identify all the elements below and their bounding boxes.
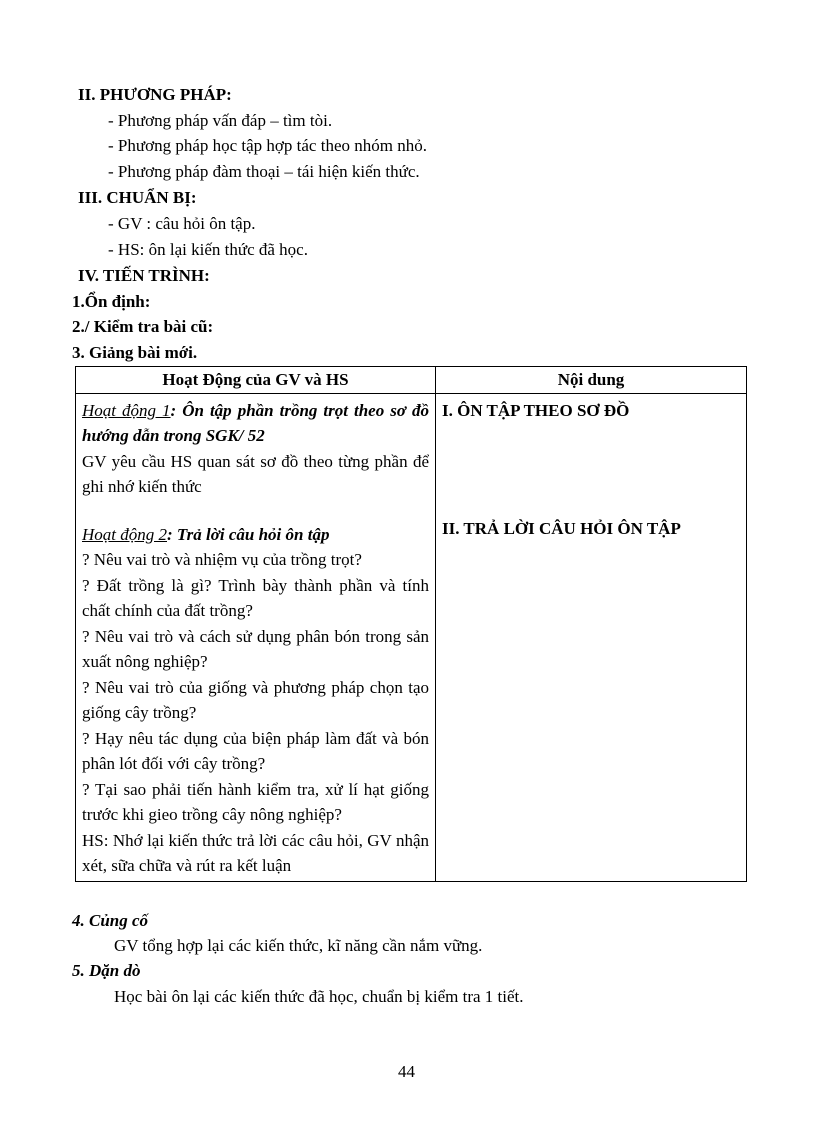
question-4: ? Nêu vai trò của giống và phương pháp chọn tạo giống cây trồng? [82,677,429,722]
section-4-title: IV. TIẾN TRÌNH: [78,266,210,285]
activity-1-label: Hoạt động 1 [82,400,171,420]
content-2-title: II. TRẢ LỜI CÂU HỎI ÔN TẬP [442,519,681,538]
section-2-title: II. PHƯƠNG PHÁP: [78,85,232,104]
method-item-2: - Phương pháp học tập hợp tác theo nhóm nhỏ. [108,136,427,155]
activity-2-title: : Trả lời câu hỏi ôn tập [167,524,330,544]
step-1: 1.Ổn định: [72,292,151,311]
content-cell [436,393,747,881]
content-1-title: I. ÔN TẬP THEO SƠ ĐỒ [442,400,630,420]
header-activities: Hoạt Động của GV và HS [76,367,436,394]
question-5: ? Hạy nêu tác dụng của biện pháp làm đất và bón phân lót đối với cây trồng? [82,728,429,773]
prep-item-hs: - HS: ôn lại kiến thức đã học. [108,240,308,259]
homework-text: Học bài ôn lại các kiến thức đã học, chuẩn bị kiểm tra 1 tiết. [114,987,524,1006]
prep-item-gv: - GV : câu hỏi ôn tập. [108,214,256,233]
activity-2-heading [82,522,429,548]
section-3-title: III. CHUẨN BỊ: [78,188,197,207]
step-2: 2./ Kiểm tra bài cũ: [72,317,214,336]
header-content: Nội dung [436,367,747,394]
homework-title: 5. Dặn dò [72,961,141,980]
activities-cell [76,393,436,881]
consolidate-title: 4. Củng cố [72,911,149,930]
lesson-table [75,366,747,882]
method-item-3: - Phương pháp đàm thoại – tái hiện kiến thức. [108,162,420,181]
activity-2-label: Hoạt động 2 [82,524,167,544]
activity-1-title: : Ôn tập phần trồng trọt theo sơ đồ hướng dẫn trong SGK/ 52 [82,400,429,445]
table-body-row [76,393,747,881]
consolidate-text: GV tổng hợp lại các kiến thức, kĩ năng cần nắm vững. [114,936,483,955]
question-6: ? Tại sao phải tiến hành kiểm tra, xử lí hạt giống trước khi gieo trồng cây nông nghiệp? [82,779,429,824]
question-3: ? Nêu vai trò và cách sử dụng phân bón trong sản xuất nông nghiệp? [82,626,429,671]
page-number: 44 [398,1062,415,1081]
activity-1-heading [82,398,429,449]
question-1: ? Nêu vai trò và nhiệm vụ của trồng trọt? [82,550,362,569]
method-item-1: - Phương pháp vấn đáp – tìm tòi. [108,111,333,130]
question-2: ? Đất trồng là gì? Trình bày thành phần và tính chất chính của đất trồng? [82,575,429,620]
table-header-row [76,367,747,394]
activity-1-text: GV yêu cầu HS quan sát sơ đồ theo từng phần để ghi nhớ kiến thức [82,451,429,496]
step-3: 3. Giảng bài mới. [72,343,198,362]
hs-conclusion: HS: Nhớ lại kiến thức trả lời các câu hỏi, GV nhận xét, sữa chữa và rút ra kết luận [82,830,429,875]
